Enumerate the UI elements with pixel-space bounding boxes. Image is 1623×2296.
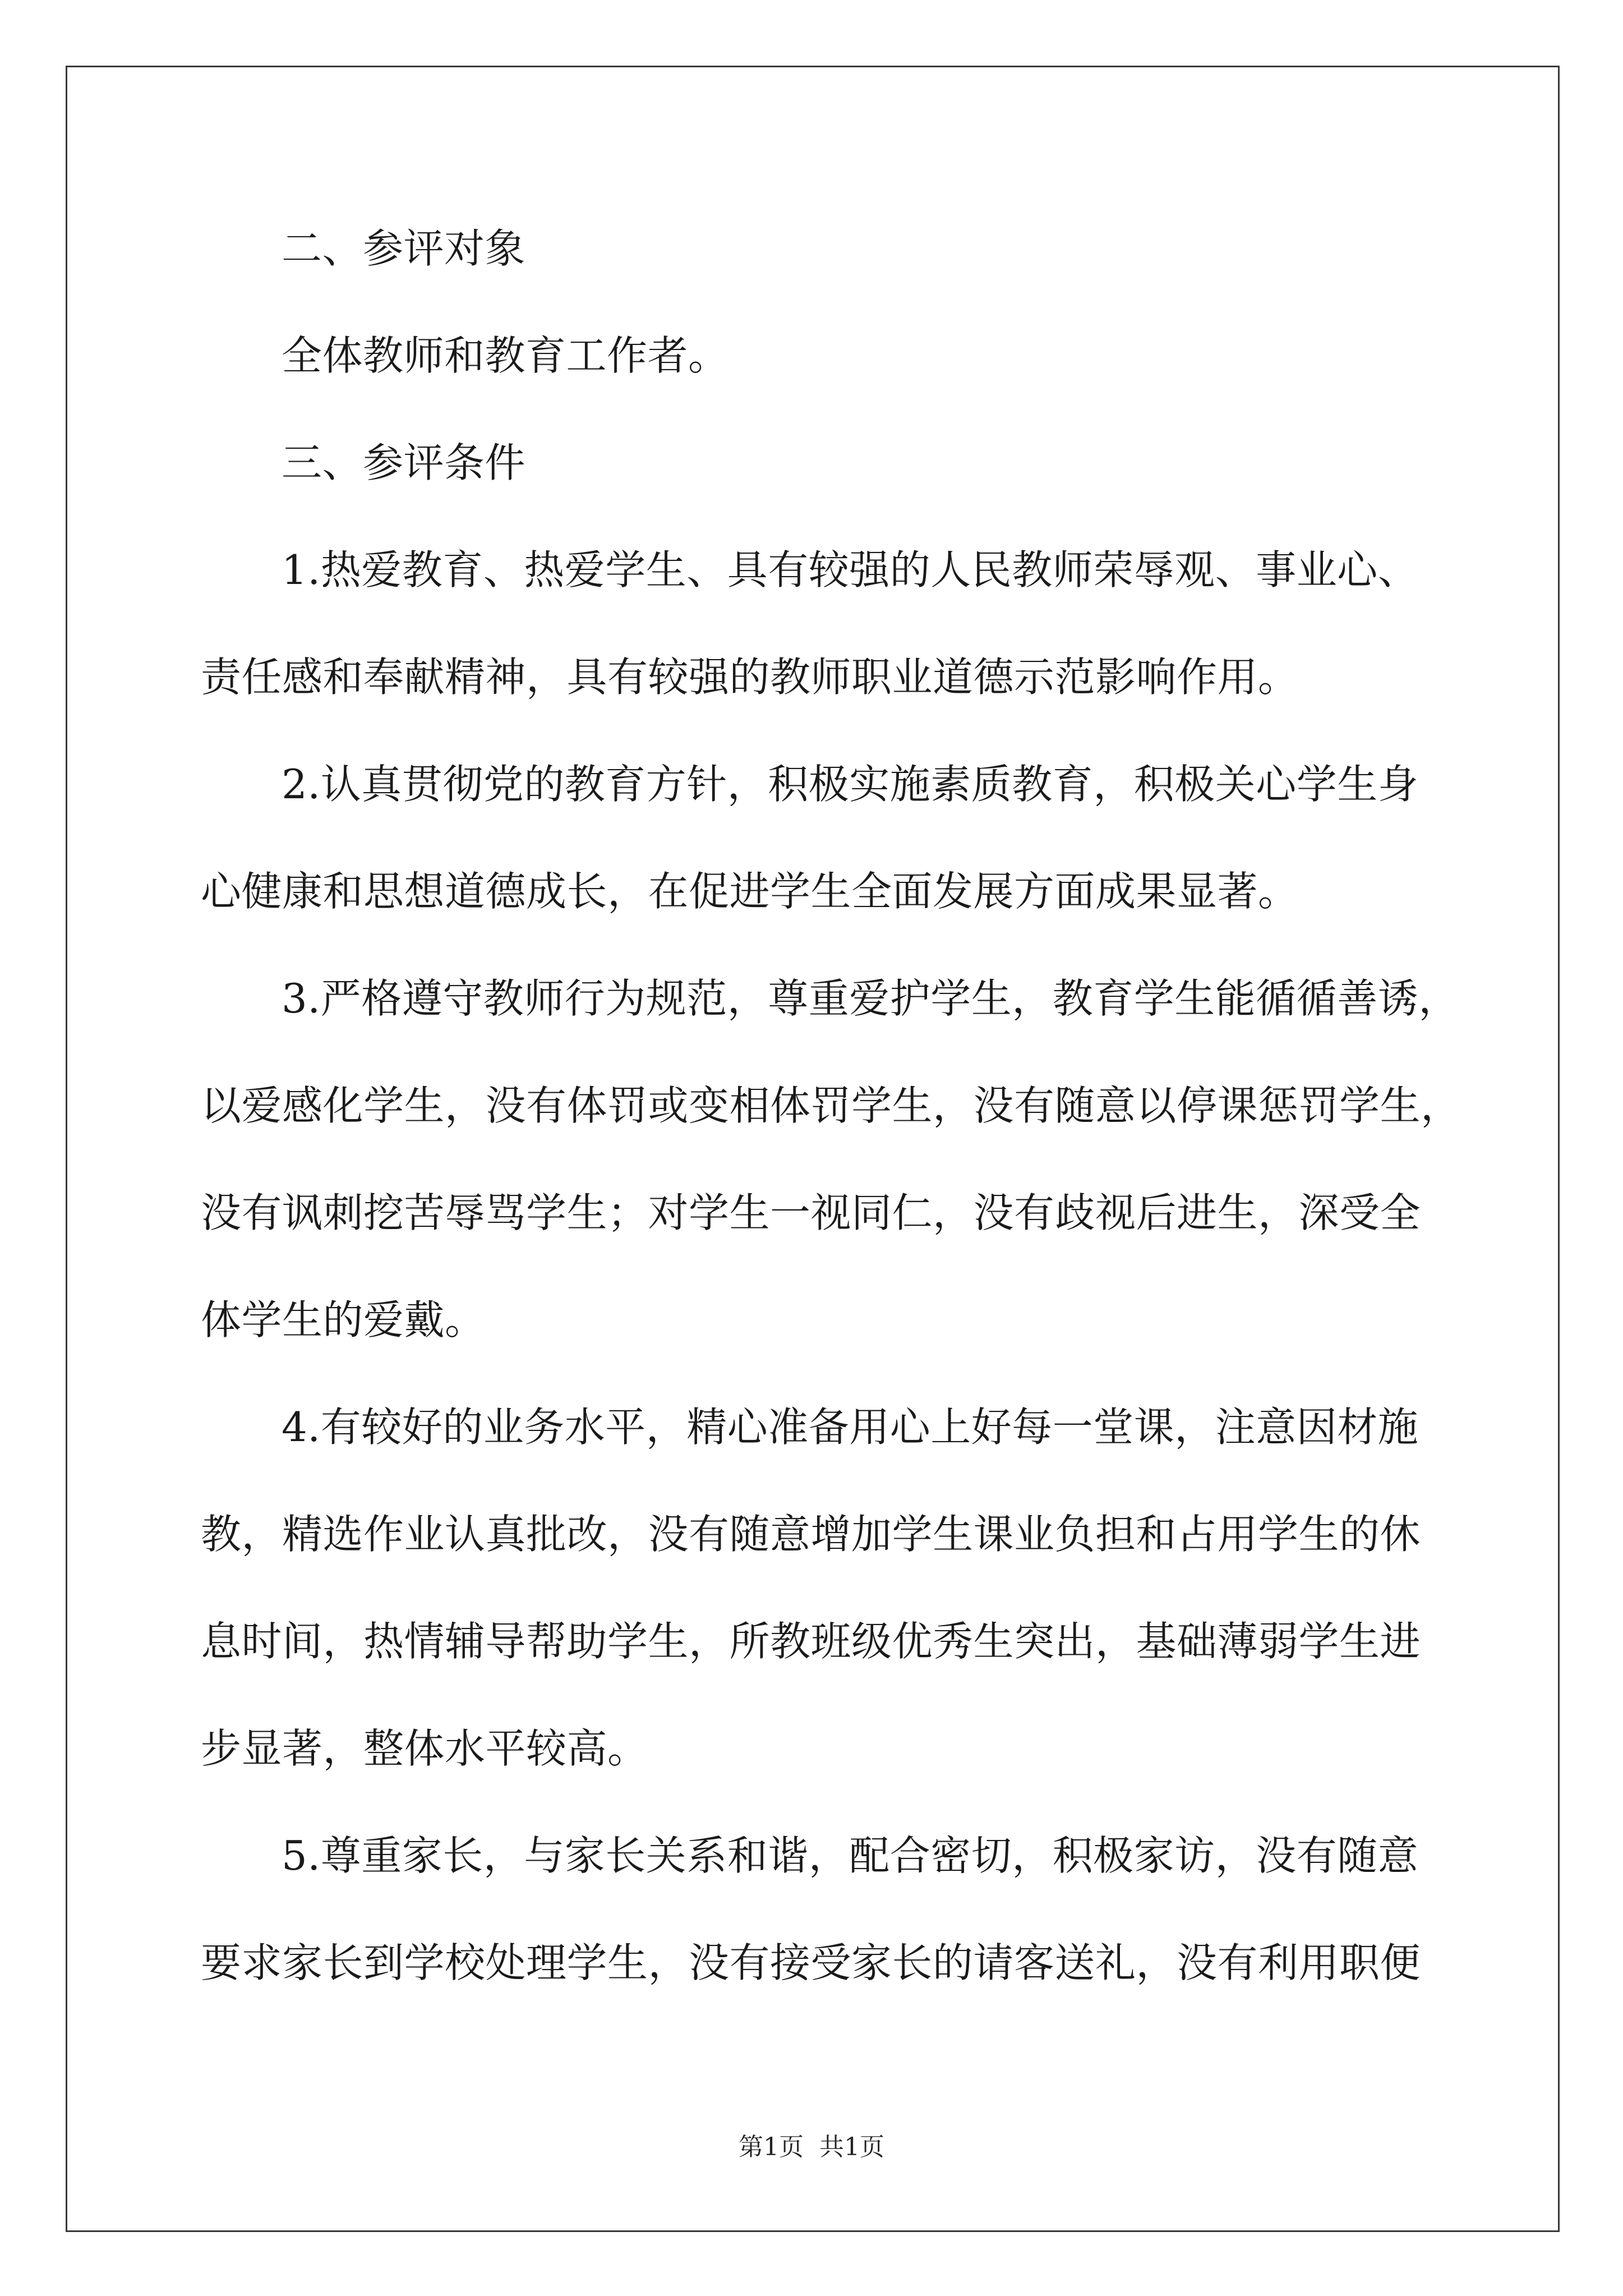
paragraph-line: 3.严格遵守教师行为规范，尊重爱护学生，教育学生能循循善诱， [282,975,1459,1022]
paragraph-line: 4.有较好的业务水平，精心准备用心上好每一堂课，注意因材施 [282,1404,1419,1451]
section-heading [201,195,1491,302]
paragraph-line: 2.认真贯彻党的教育方针，积极实施素质教育，积极关心学生身 [282,761,1419,808]
section-heading [201,409,1491,517]
paragraph [201,1802,1491,2017]
paragraph-line: 三、参评条件 [282,439,526,486]
paragraph-line: 教，精选作业认真批改，没有随意增加学生课业负担和占用学生的休 [201,1511,1421,1558]
paragraph-line: 没有讽刺挖苦辱骂学生；对学生一视同仁，没有歧视后进生，深受全 [201,1189,1421,1236]
paragraph-line: 心健康和思想道德成长，在促进学生全面发展方面成果显著。 [201,868,1299,915]
paragraph-line: 1.热爱教育、热爱学生、具有较强的人民教师荣辱观、事业心、 [282,546,1419,593]
paragraph [201,517,1491,731]
paragraph-line: 要求家长到学校处理学生，没有接受家长的请客送礼，没有利用职便 [201,1939,1421,1986]
paragraph [201,945,1491,1374]
paragraph-line: 责任感和奉献精神，具有较强的教师职业道德示范影响作用。 [201,654,1299,701]
paragraph [201,302,1491,409]
paragraph [201,1374,1491,1802]
page-footer: 第1页 共1页 [739,2133,884,2161]
paragraph-line: 息时间，热情辅导帮助学生，所教班级优秀生突出，基础薄弱学生进 [201,1618,1421,1665]
paragraph-line: 全体教师和教育工作者。 [282,332,729,379]
paragraph-line: 二、参评对象 [282,225,526,272]
paragraph-line: 体学生的爱戴。 [201,1296,486,1343]
paragraph-line: 5.尊重家长，与家长关系和谐，配合密切，积极家访，没有随意 [282,1832,1419,1879]
paragraph [201,731,1491,945]
paragraph-line: 以爱感化学生，没有体罚或变相体罚学生，没有随意以停课惩罚学生， [201,1082,1461,1129]
paragraph-line: 步显著，整体水平较高。 [201,1725,648,1772]
document-body [201,195,1491,2017]
